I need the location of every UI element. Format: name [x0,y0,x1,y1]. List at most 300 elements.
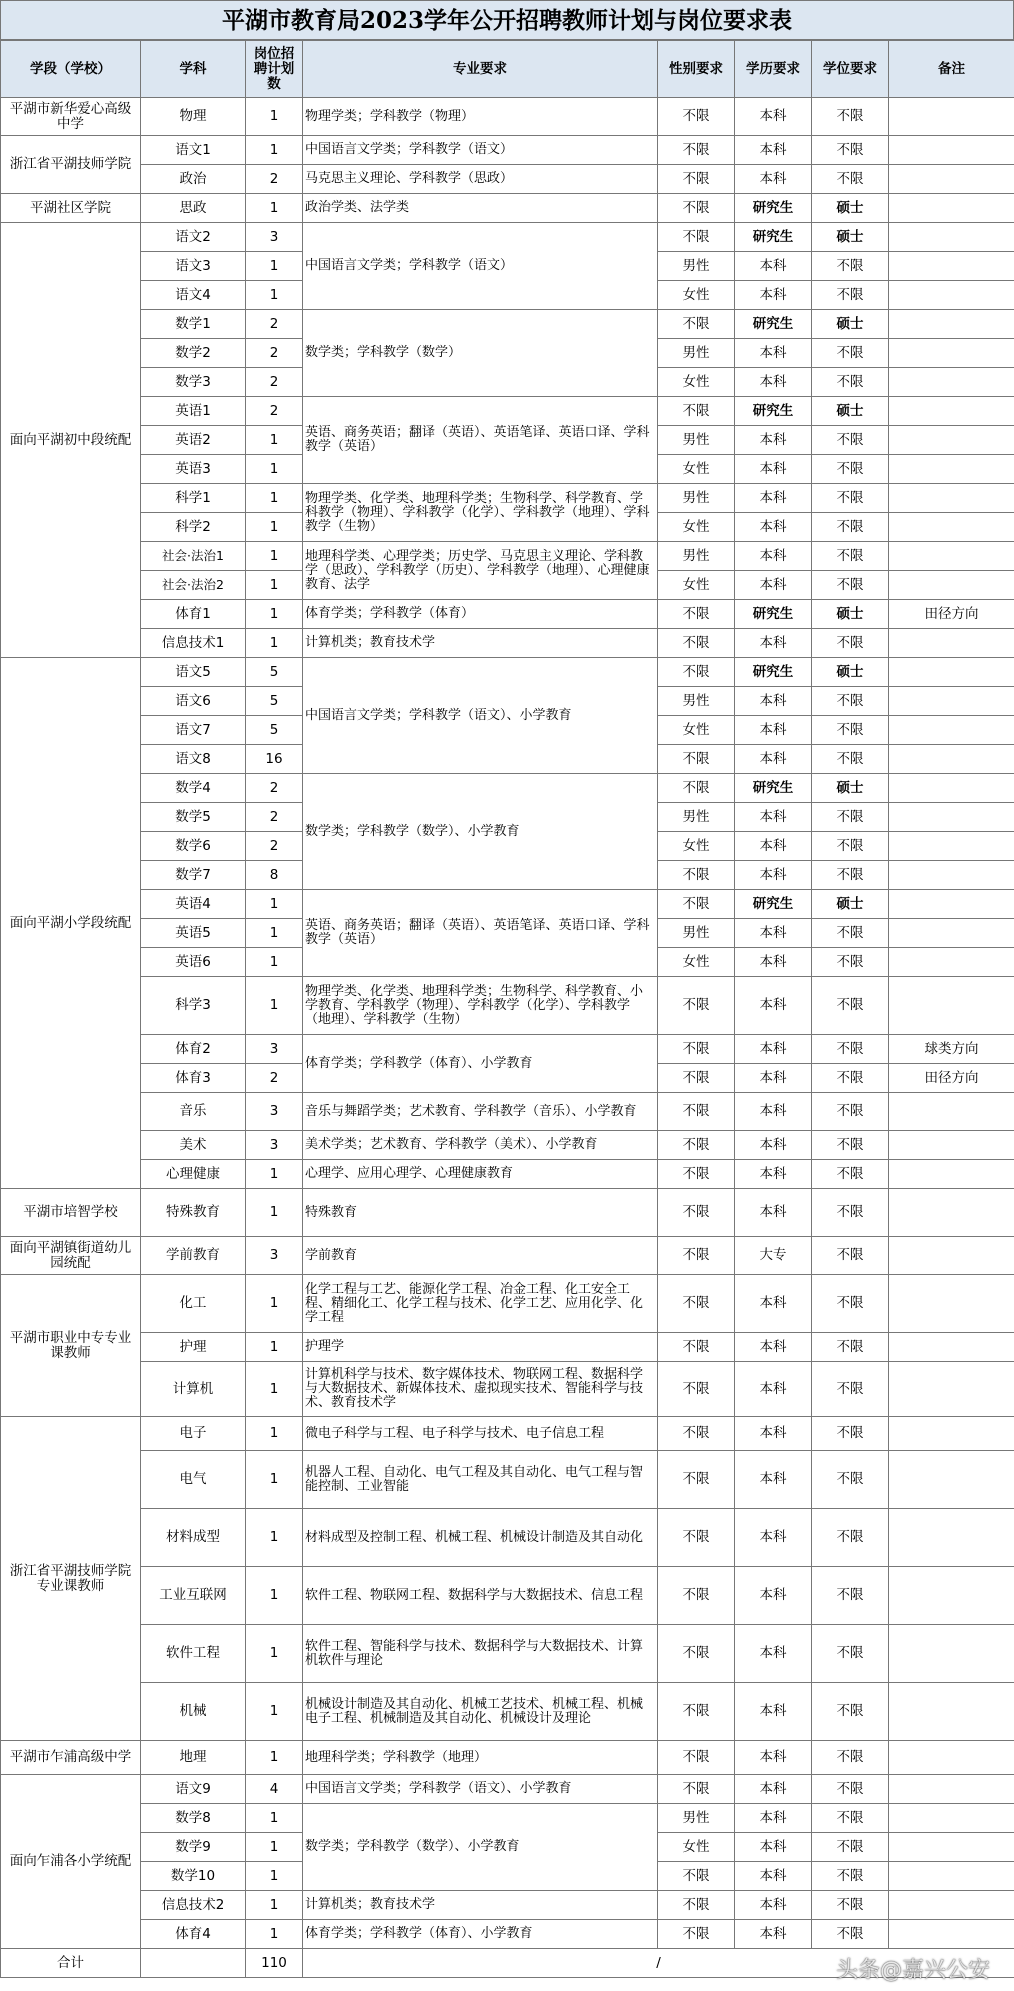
gender-cell: 男性 [658,687,735,716]
table-row [1,397,1014,426]
major-cell: 美术学类；艺术教育、学科教学（美术）、小学教育 [303,1131,658,1160]
school-cell: 面向乍浦各小学统配 [1,1775,141,1949]
education-cell: 本科 [735,1891,812,1920]
table-row [1,136,1014,165]
gender-cell: 女性 [658,281,735,310]
remark-cell [889,136,1014,165]
major-cell: 数学类；学科教学（数学）、小学教育 [303,774,658,890]
remark-cell [889,1160,1014,1189]
education-cell: 本科 [735,252,812,281]
remark-cell [889,919,1014,948]
quota-cell: 2 [246,310,303,339]
remark-cell [889,1509,1014,1567]
major-cell: 机器人工程、自动化、电气工程及其自动化、电气工程与智能控制、工业智能 [303,1451,658,1509]
subject-cell: 化工 [141,1275,246,1333]
subject-cell: 数学2 [141,339,246,368]
degree-cell: 不限 [812,745,889,774]
total-label: 合计 [1,1949,141,1978]
subject-cell: 护理 [141,1333,246,1362]
remark-cell [889,1625,1014,1683]
remark-cell [889,252,1014,281]
remark-cell [889,948,1014,977]
gender-cell: 不限 [658,745,735,774]
major-cell: 计算机类；教育技术学 [303,1891,658,1920]
quota-cell: 2 [246,368,303,397]
header-quota: 岗位招聘计划数 [246,41,303,98]
degree-cell: 不限 [812,136,889,165]
school-cell: 平湖市职业中专专业课教师 [1,1275,141,1417]
quota-cell: 1 [246,484,303,513]
quota-cell: 1 [246,1741,303,1775]
subject-cell: 数学5 [141,803,246,832]
quota-cell: 2 [246,803,303,832]
major-cell: 计算机科学与技术、数字媒体技术、物联网工程、数据科学与大数据技术、新媒体技术、虚拟现实技术、智能科学与技术、教育技术学 [303,1362,658,1417]
major-cell: 数学类；学科教学（数学）、小学教育 [303,1804,658,1891]
remark-cell [889,194,1014,223]
remark-cell [889,513,1014,542]
degree-cell: 不限 [812,687,889,716]
subject-cell: 语文4 [141,281,246,310]
header-remark: 备注 [889,41,1014,98]
quota-cell: 1 [246,1451,303,1509]
quota-cell: 1 [246,194,303,223]
remark-cell [889,1362,1014,1417]
degree-cell: 不限 [812,716,889,745]
degree-cell: 硕士 [812,194,889,223]
gender-cell: 不限 [658,1741,735,1775]
quota-cell: 16 [246,745,303,774]
quota-cell: 1 [246,977,303,1035]
subject-cell: 语文7 [141,716,246,745]
remark-cell [889,426,1014,455]
gender-cell: 不限 [658,136,735,165]
quota-cell: 5 [246,716,303,745]
school-cell: 平湖社区学院 [1,194,141,223]
subject-cell: 软件工程 [141,1625,246,1683]
subject-cell: 数学8 [141,1804,246,1833]
remark-cell [889,658,1014,687]
subject-cell: 思政 [141,194,246,223]
table-row [1,484,1014,513]
remark-cell: 田径方向 [889,600,1014,629]
gender-cell: 男性 [658,426,735,455]
subject-cell: 英语2 [141,426,246,455]
education-cell: 本科 [735,339,812,368]
degree-cell: 不限 [812,165,889,194]
quota-cell: 1 [246,252,303,281]
subject-cell: 材料成型 [141,1509,246,1567]
degree-cell: 不限 [812,368,889,397]
watermark-text: 头条@嘉兴公安 [835,1958,990,1983]
degree-cell: 硕士 [812,397,889,426]
subject-cell: 科学1 [141,484,246,513]
degree-cell: 硕士 [812,223,889,252]
quota-cell: 2 [246,165,303,194]
page-title: 平湖市教育局2023学年公开招聘教师计划与岗位要求表 [0,0,1014,40]
subject-cell: 科学3 [141,977,246,1035]
gender-cell: 女性 [658,455,735,484]
gender-cell: 不限 [658,600,735,629]
subject-cell: 英语4 [141,890,246,919]
header-education: 学历要求 [735,41,812,98]
header-subject: 学科 [141,41,246,98]
school-cell: 平湖市培智学校 [1,1189,141,1237]
education-cell: 本科 [735,281,812,310]
major-cell: 特殊教育 [303,1189,658,1237]
degree-cell: 不限 [812,1189,889,1237]
gender-cell: 不限 [658,1035,735,1064]
remark-cell [889,1417,1014,1451]
quota-cell: 2 [246,832,303,861]
school-cell: 面向平湖初中段统配 [1,223,141,658]
education-cell: 本科 [735,136,812,165]
subject-cell: 语文5 [141,658,246,687]
table-row [1,223,1014,252]
quota-cell: 1 [246,1804,303,1833]
table-row [1,658,1014,687]
remark-cell [889,629,1014,658]
education-cell: 研究生 [735,194,812,223]
education-cell: 本科 [735,368,812,397]
gender-cell: 男性 [658,919,735,948]
education-cell: 本科 [735,977,812,1035]
quota-cell: 1 [246,571,303,600]
degree-cell: 不限 [812,252,889,281]
degree-cell: 不限 [812,861,889,890]
major-cell: 地理科学类、心理学类；历史学、马克思主义理论、学科教学（思政）、学科教学（历史）、学科教学（地理）、心理健康教育、法学 [303,542,658,600]
gender-cell: 不限 [658,1131,735,1160]
remark-cell: 球类方向 [889,1035,1014,1064]
subject-cell: 数学4 [141,774,246,803]
subject-cell: 语文8 [141,745,246,774]
degree-cell: 不限 [812,803,889,832]
gender-cell: 不限 [658,310,735,339]
gender-cell: 不限 [658,1920,735,1949]
subject-cell: 机械 [141,1683,246,1741]
table-row [1,1451,1014,1509]
education-cell: 本科 [735,832,812,861]
gender-cell: 不限 [658,1683,735,1741]
subject-cell: 社会·法治2 [141,571,246,600]
remark-cell [889,687,1014,716]
remark-cell [889,1833,1014,1862]
remark-cell [889,832,1014,861]
quota-cell: 3 [246,1237,303,1275]
remark-cell [889,890,1014,919]
education-cell: 本科 [735,919,812,948]
remark-cell [889,397,1014,426]
major-cell: 中国语言文学类；学科教学（语文） [303,223,658,310]
education-cell: 本科 [735,571,812,600]
gender-cell: 不限 [658,890,735,919]
subject-cell: 信息技术1 [141,629,246,658]
degree-cell: 不限 [812,484,889,513]
table-row [1,1131,1014,1160]
major-cell: 地理科学类；学科教学（地理） [303,1741,658,1775]
subject-cell: 计算机 [141,1362,246,1417]
subject-cell: 数学7 [141,861,246,890]
quota-cell: 1 [246,1189,303,1237]
quota-cell: 1 [246,1160,303,1189]
quota-cell: 3 [246,1035,303,1064]
table-row [1,1804,1014,1833]
degree-cell: 不限 [812,1804,889,1833]
quota-cell: 1 [246,426,303,455]
degree-cell: 硕士 [812,658,889,687]
degree-cell: 不限 [812,339,889,368]
remark-cell [889,484,1014,513]
gender-cell: 不限 [658,629,735,658]
education-cell: 本科 [735,1451,812,1509]
quota-cell: 1 [246,513,303,542]
subject-cell: 语文2 [141,223,246,252]
subject-cell: 电气 [141,1451,246,1509]
table-row [1,1362,1014,1417]
degree-cell: 不限 [812,629,889,658]
degree-cell: 不限 [812,1131,889,1160]
major-cell: 政治学类、法学类 [303,194,658,223]
subject-cell: 体育4 [141,1920,246,1949]
gender-cell: 不限 [658,1160,735,1189]
subject-cell: 数学1 [141,310,246,339]
remark-cell [889,1275,1014,1333]
quota-cell: 1 [246,1362,303,1417]
education-cell: 本科 [735,1833,812,1862]
quota-cell: 1 [246,1509,303,1567]
remark-cell [889,1862,1014,1891]
remark-cell [889,745,1014,774]
subject-cell: 体育2 [141,1035,246,1064]
quota-cell: 1 [246,1920,303,1949]
major-cell: 中国语言文学类；学科教学（语文）、小学教育 [303,658,658,774]
education-cell: 本科 [735,861,812,890]
education-cell: 研究生 [735,223,812,252]
school-cell: 面向平湖小学段统配 [1,658,141,1189]
gender-cell: 男性 [658,484,735,513]
gender-cell: 不限 [658,194,735,223]
education-cell: 本科 [735,1417,812,1451]
major-cell: 马克思主义理论、学科教学（思政） [303,165,658,194]
table-row [1,1189,1014,1237]
education-cell: 大专 [735,1237,812,1275]
recruitment-table [0,40,1014,1978]
education-cell: 本科 [735,455,812,484]
header-school: 学段（学校） [1,41,141,98]
remark-cell [889,1093,1014,1131]
gender-cell: 不限 [658,1862,735,1891]
remark-cell [889,1920,1014,1949]
quota-cell: 1 [246,1567,303,1625]
education-cell: 本科 [735,1189,812,1237]
gender-cell: 女性 [658,1833,735,1862]
table-row [1,194,1014,223]
remark-cell [889,310,1014,339]
remark-cell [889,368,1014,397]
gender-cell: 男性 [658,252,735,281]
total-slash: / [303,1949,1014,1978]
remark-cell [889,542,1014,571]
quota-cell: 5 [246,687,303,716]
subject-cell: 科学2 [141,513,246,542]
education-cell: 本科 [735,1804,812,1833]
major-cell: 物理学类、化学类、地理科学类；生物科学、科学教育、学科教学（物理）、学科教学（化学）、学科教学（地理）、学科教学（生物） [303,484,658,542]
degree-cell: 不限 [812,1509,889,1567]
header-gender: 性别要求 [658,41,735,98]
gender-cell: 不限 [658,1064,735,1093]
degree-cell: 不限 [812,1862,889,1891]
remark-cell [889,455,1014,484]
degree-cell: 不限 [812,1093,889,1131]
degree-cell: 不限 [812,832,889,861]
subject-cell: 数学9 [141,1833,246,1862]
school-cell: 平湖市乍浦高级中学 [1,1741,141,1775]
subject-cell: 体育3 [141,1064,246,1093]
subject-cell: 英语5 [141,919,246,948]
remark-cell [889,1891,1014,1920]
degree-cell: 不限 [812,1833,889,1862]
remark-cell [889,977,1014,1035]
remark-cell [889,281,1014,310]
education-cell: 本科 [735,1333,812,1362]
education-cell: 研究生 [735,397,812,426]
quota-cell: 4 [246,1775,303,1804]
degree-cell: 不限 [812,1775,889,1804]
education-cell: 本科 [735,513,812,542]
subject-cell: 英语6 [141,948,246,977]
degree-cell: 不限 [812,1920,889,1949]
table-row [1,1509,1014,1567]
remark-cell [889,1741,1014,1775]
table-row [1,1920,1014,1949]
table-row [1,977,1014,1035]
gender-cell: 女性 [658,368,735,397]
subject-cell: 信息技术2 [141,1891,246,1920]
degree-cell: 不限 [812,1451,889,1509]
major-cell: 软件工程、物联网工程、数据科学与大数据技术、信息工程 [303,1567,658,1625]
table-row [1,1417,1014,1451]
subject-cell: 数学10 [141,1862,246,1891]
degree-cell: 不限 [812,1683,889,1741]
quota-cell: 3 [246,223,303,252]
gender-cell: 男性 [658,803,735,832]
degree-cell: 不限 [812,1275,889,1333]
degree-cell: 不限 [812,948,889,977]
school-cell: 平湖市新华爱心高级中学 [1,98,141,136]
education-cell: 研究生 [735,310,812,339]
major-cell: 英语、商务英语；翻译（英语）、英语笔译、英语口译、学科教学（英语） [303,890,658,977]
quota-cell: 1 [246,1833,303,1862]
degree-cell: 不限 [812,98,889,136]
degree-cell: 不限 [812,919,889,948]
subject-cell: 电子 [141,1417,246,1451]
remark-cell [889,1567,1014,1625]
education-cell: 本科 [735,1862,812,1891]
table-row [1,1741,1014,1775]
education-cell: 本科 [735,687,812,716]
quota-cell: 1 [246,890,303,919]
degree-cell: 不限 [812,571,889,600]
table-row [1,890,1014,919]
quota-cell: 2 [246,774,303,803]
remark-cell [889,803,1014,832]
remark-cell [889,1131,1014,1160]
subject-cell: 英语3 [141,455,246,484]
degree-cell: 不限 [812,455,889,484]
education-cell: 本科 [735,1035,812,1064]
quota-cell: 1 [246,600,303,629]
degree-cell: 硕士 [812,890,889,919]
quota-cell: 1 [246,629,303,658]
table-row [1,98,1014,136]
gender-cell: 男性 [658,1804,735,1833]
subject-cell: 工业互联网 [141,1567,246,1625]
table-row [1,1567,1014,1625]
degree-cell: 不限 [812,1741,889,1775]
education-cell: 本科 [735,1362,812,1417]
remark-cell [889,1333,1014,1362]
quota-cell: 1 [246,1275,303,1333]
gender-cell: 女性 [658,832,735,861]
remark-cell [889,1683,1014,1741]
quota-cell: 3 [246,1093,303,1131]
gender-cell: 不限 [658,1237,735,1275]
table-row [1,600,1014,629]
school-cell: 浙江省平湖技师学院 [1,136,141,194]
degree-cell: 不限 [812,1567,889,1625]
education-cell: 本科 [735,1131,812,1160]
education-cell: 本科 [735,165,812,194]
gender-cell: 不限 [658,774,735,803]
major-cell: 中国语言文学类；学科教学（语文） [303,136,658,165]
major-cell: 微电子科学与工程、电子科学与技术、电子信息工程 [303,1417,658,1451]
quota-cell: 8 [246,861,303,890]
major-cell: 数学类；学科教学（数学） [303,310,658,397]
table-row [1,165,1014,194]
education-cell: 本科 [735,1567,812,1625]
major-cell: 体育学类；学科教学（体育）、小学教育 [303,1920,658,1949]
gender-cell: 不限 [658,1891,735,1920]
quota-cell: 2 [246,339,303,368]
remark-cell [889,1237,1014,1275]
degree-cell: 硕士 [812,774,889,803]
quota-cell: 1 [246,281,303,310]
school-cell: 面向平湖镇街道幼儿园统配 [1,1237,141,1275]
major-cell: 护理学 [303,1333,658,1362]
degree-cell: 不限 [812,1160,889,1189]
quota-cell: 3 [246,1131,303,1160]
quota-cell: 2 [246,1064,303,1093]
quota-cell: 1 [246,98,303,136]
gender-cell: 不限 [658,1775,735,1804]
subject-cell: 音乐 [141,1093,246,1131]
quota-cell: 2 [246,397,303,426]
quota-cell: 1 [246,948,303,977]
gender-cell: 不限 [658,1333,735,1362]
education-cell: 本科 [735,1741,812,1775]
gender-cell: 不限 [658,1362,735,1417]
quota-cell: 1 [246,1862,303,1891]
major-cell: 计算机类；教育技术学 [303,629,658,658]
table-row [1,1333,1014,1362]
gender-cell: 不限 [658,1509,735,1567]
subject-cell: 语文6 [141,687,246,716]
major-cell: 物理学类；学科教学（物理） [303,98,658,136]
gender-cell: 男性 [658,542,735,571]
education-cell: 本科 [735,1275,812,1333]
degree-cell: 不限 [812,426,889,455]
degree-cell: 硕士 [812,600,889,629]
remark-cell: 田径方向 [889,1064,1014,1093]
